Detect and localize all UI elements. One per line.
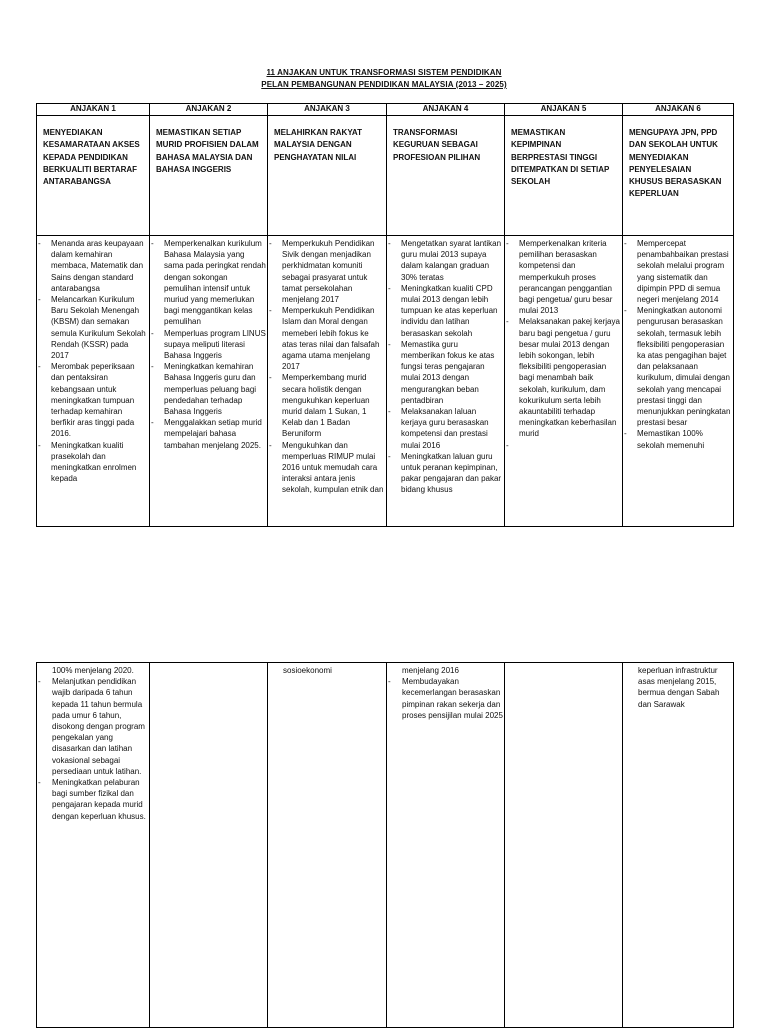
- theme-cell: MELAHIRKAN RAKYAT MALAYSIA DENGAN PENGHAYATAN NILAI: [268, 116, 387, 236]
- column-header: ANJAKAN 4: [387, 104, 505, 116]
- anjakan-table-page1: [36, 103, 734, 527]
- initiative-list: [38, 665, 148, 822]
- column-header: ANJAKAN 3: [268, 104, 387, 116]
- initiative-list: [38, 238, 148, 484]
- initiative-item: - Meningkatkan autonomi pengurusan berasaskan sekolah, termasuk lebih fleksibiliti pengoperasian ka atas pengagihan bajet dan pelaksanaan kurikulum, dimulai dengan sekolah yang mencapai prestasi tinggi dan menunjukkan peningkatan prestasi besar: [624, 305, 732, 428]
- initiatives-cell: [505, 663, 623, 1028]
- initiative-list: [506, 238, 621, 440]
- initiative-item: - Meningkatkan kualiti CPD mulai 2013 dengan lebih tumpuan ke atas keperluan individu dan latihan berasaskan sekolah: [388, 283, 503, 339]
- initiatives-row: [37, 236, 734, 527]
- initiatives-cell: [268, 236, 387, 527]
- initiatives-cell: [268, 663, 387, 1028]
- initiative-list: [388, 665, 503, 721]
- initiative-item: - Mengetatkan syarat lantikan guru mulai 2013 supaya dalam kalangan graduan 30% teratas: [388, 238, 503, 283]
- initiative-item: - Menanda aras keupayaan dalam kemahiran membaca, Matematik dan Sains dengan standard antarabangsa: [38, 238, 148, 294]
- initiative-item: - Memperkukuh Pendidikan Islam dan Moral dengan memeberi lebih fokus ke atas teras nilai dan falsafah agama utama menjelang 2017: [269, 305, 385, 372]
- initiative-item: - Memperkenalkan kurikulum Bahasa Malaysia yang sama pada peringkat rendah dengan sokongan pemulihan intensif untuk muriud yang memerlukan bagi menggantikan kelas pemulihan: [151, 238, 266, 328]
- theme-cell: MENYEDIAKAN KESAMARATAAN AKSES KEPADA PENDIDIKAN BERKUALITI BERTARAF ANTARABANGSA: [37, 116, 150, 236]
- initiative-item: - Meningkatkan pelaburan bagi sumber fizikal dan pengajaran kepada murid dengan keperluan khusus.: [38, 777, 148, 822]
- initiative-item: 100% menjelang 2020.: [52, 666, 134, 675]
- initiatives-cell: [505, 236, 623, 527]
- initiative-item: - Membudayakan kecemerlangan berasaskan pimpinan rakan sekerja dan proses pensijilan mulai 2025: [388, 676, 503, 721]
- theme-cell: TRANSFORMASI KEGURUAN SEBAGAI PROFESIOAN PILIHAN: [387, 116, 505, 236]
- column-header: ANJAKAN 5: [505, 104, 623, 116]
- initiative-item: - Merombak peperiksaan dan pentaksiran kebangsaan untuk meningkatkan tumpuan terhadap kemahiran berfikir aras tinggi pada 2016.: [38, 361, 148, 439]
- initiatives-cell: [37, 236, 150, 527]
- initiative-item: - Memperkembang murid secara holistik dengan mengukuhkan keperluan murid dalam 1 Sukan, 1 Kelab dan 1 Badan Beruniform: [269, 372, 385, 439]
- initiative-item: keperluan infrastruktur asas menjelang 2015, bermua dengan Sabah dan Sarawak: [638, 666, 720, 709]
- initiative-list: [269, 238, 385, 496]
- initiative-item: - Melanjutkan pendidikan wajib daripada 6 tahun kepada 11 tahun bermula pada umur 6 tahun, disokong dengan program pengekalan yang disasarkan dan latihan vokasional sebagai persediaan untuk latihan.: [38, 676, 148, 777]
- initiative-item: - Memperkukuh Pendidikan Sivik dengan menjadikan perkhidmatan komuniti sebagai prasyarat untuk tamat persekolahan menjelang 2017: [269, 238, 385, 305]
- initiatives-cell: [623, 663, 734, 1028]
- initiatives-cell: [387, 236, 505, 527]
- initiatives-cell: [387, 663, 505, 1028]
- initiative-item: - Meningkatkan kualiti prasekolah dan meningkatkan enrolmen kepada: [38, 440, 148, 485]
- initiative-item: - Memastikan 100% sekolah memenuhi: [624, 428, 732, 450]
- initiative-item: - Menggalakkan setiap murid mempelajari bahasa tambahan menjelang 2025.: [151, 417, 266, 451]
- column-header: ANJAKAN 2: [150, 104, 268, 116]
- document-title: 11 ANJAKAN UNTUK TRANSFORMASI SISTEM PENDIDIKAN: [266, 68, 502, 77]
- initiatives-cell: [150, 663, 268, 1028]
- theme-cell: MEMASTIKAN KEPIMPINAN BERPRESTASI TINGGI DITEMPATKAN DI SETIAP SEKOLAH: [505, 116, 623, 236]
- initiative-list: [624, 238, 732, 451]
- initiative-item: - Mengukuhkan dan memperluas RIMUP mulai 2016 untuk memudah cara interaksi antara jenis sekolah, kumpulan etnik dan: [269, 440, 385, 496]
- initiatives-cell: [623, 236, 734, 527]
- column-header: ANJAKAN 6: [623, 104, 734, 116]
- initiative-item: - Memperluas program LINUS supaya meliputi literasi Bahasa Inggeris: [151, 328, 266, 362]
- anjakan-table-page2: [36, 662, 734, 1028]
- initiative-list: [151, 238, 266, 451]
- theme-cell: MENGUPAYA JPN, PPD DAN SEKOLAH UNTUK MENYEDIAKAN PENYELESAIAN KHUSUS BERASASKAN KEPERLUAN: [623, 116, 734, 236]
- initiative-item: - Mempercepat penambahbaikan prestasi sekolah melalui program yang sistematik dan dipimpin PPD di semua negeri menjelang 2014: [624, 238, 732, 305]
- header-row: [37, 104, 734, 116]
- initiative-item: menjelang 2016: [402, 666, 459, 675]
- initiatives-row-continued: [37, 663, 734, 1028]
- initiative-list: [624, 665, 732, 710]
- initiative-list: [388, 238, 503, 496]
- initiative-item: - Melaksanakan pakej kerjaya baru bagi pengetua / guru besar mulai 2013 dengan lebih sokongan, lebih fleksibiliti pengoperasian bagi menambah baik sekolah, kurikulum, dam kokurikulum serta lebih akauntabiliti terhadap meningkatkan keberhasilan murid: [506, 316, 621, 439]
- initiative-item: - Melaksanakan laluan kerjaya guru berasaskan kompetensi dan prestasi mulai 2016: [388, 406, 503, 451]
- theme-cell: MEMASTIKAN SETIAP MURID PROFISIEN DALAM BAHASA MALAYSIA DAN BAHASA INGGERIS: [150, 116, 268, 236]
- document-subtitle: PELAN PEMBANGUNAN PENDIDIKAN MALAYSIA (2013 – 2025): [261, 80, 507, 89]
- initiatives-cell: [37, 663, 150, 1028]
- initiative-item: - Memastika guru memberikan fokus ke atas fungsi teras pengajaran mulai 2013 dengan mengurangkan beban pentadbiran: [388, 339, 503, 406]
- initiative-item: - Melancarkan Kurikulum Baru Sekolah Menengah (KBSM) dan semakan semula Kurikulum Sekolah Rendah (KSSR) pada 2017: [38, 294, 148, 361]
- theme-row: [37, 116, 734, 236]
- initiative-item: - Memperkenalkan kriteria pemilihan berasaskan kompetensi dan memperkukuh proses perancangan penggantian bagi pengetua/ guru besar mulai 2013: [506, 238, 621, 316]
- initiative-item: sosioekonomi: [283, 666, 332, 675]
- initiatives-cell: [150, 236, 268, 527]
- initiative-list: [269, 665, 385, 676]
- column-header: ANJAKAN 1: [37, 104, 150, 116]
- initiative-item: - Meningkatkan kemahiran Bahasa Inggeris guru dan memperluas peluang bagi pendedahan terhadap Bahasa Inggeris: [151, 361, 266, 417]
- initiative-item: - Meningkatkan laluan guru untuk peranan kepimpinan, pakar pengajaran dan pakar bidang khusus: [388, 451, 503, 496]
